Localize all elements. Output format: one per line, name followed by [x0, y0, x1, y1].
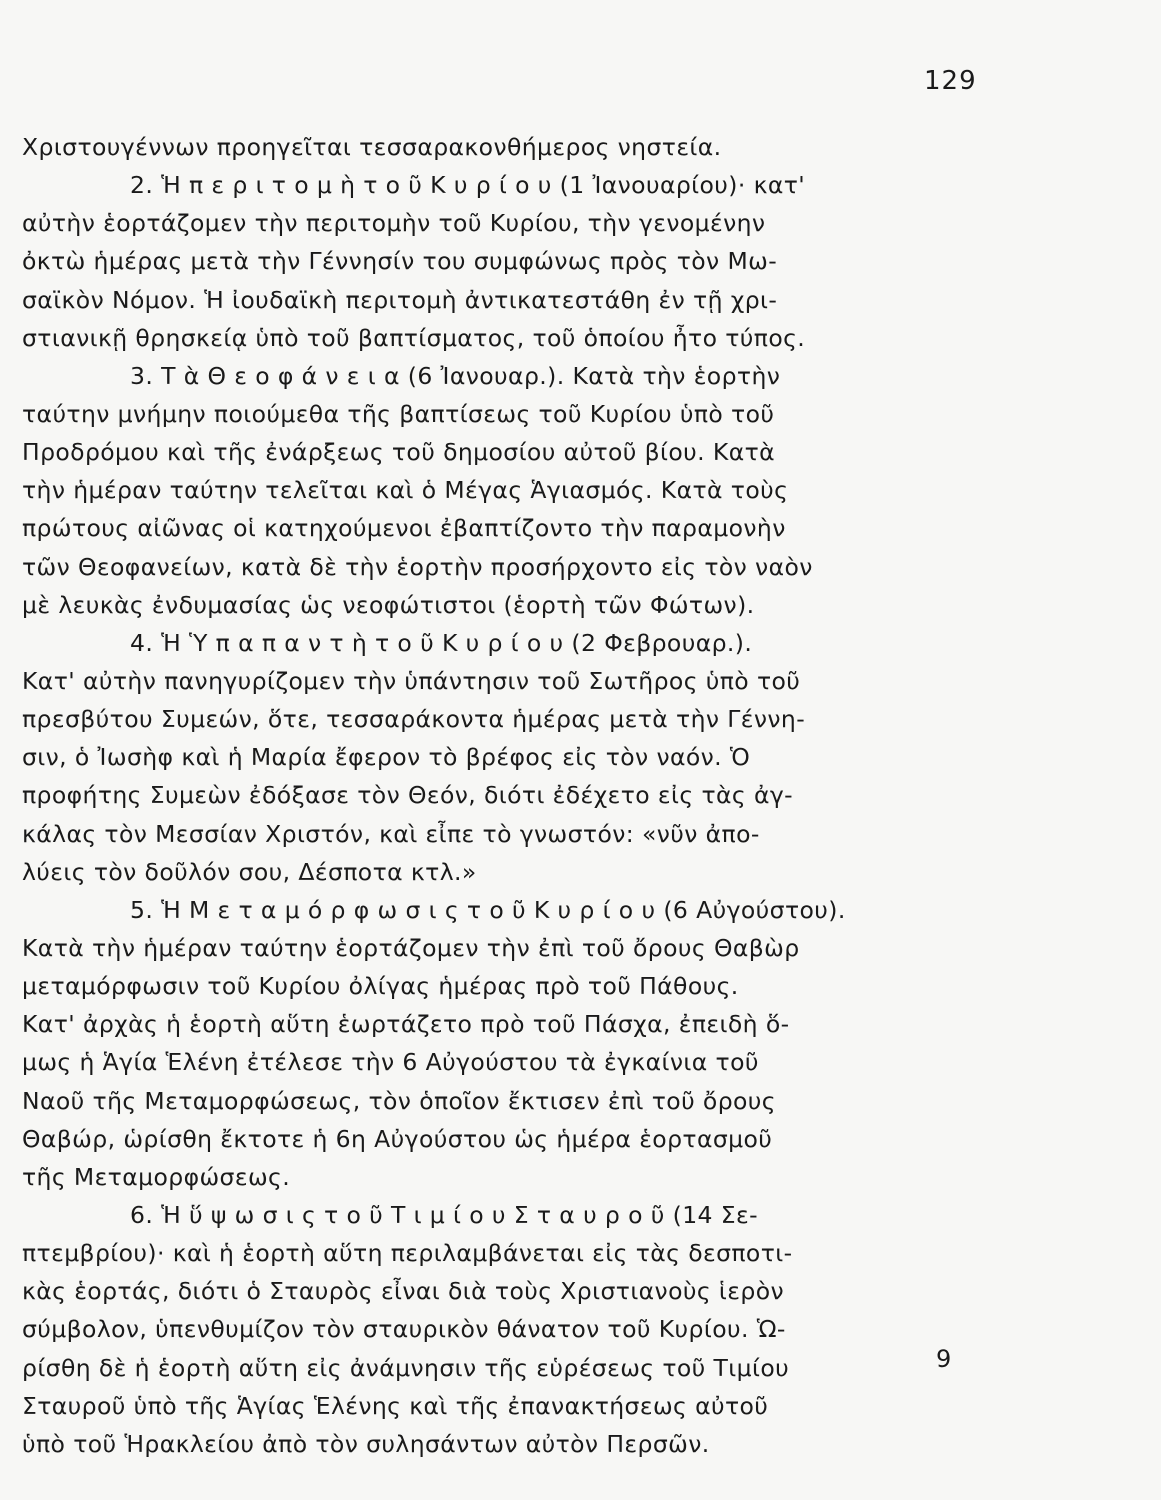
- text-line: πρεσβύτου Συμεών, ὅτε, τεσσαράκοντα ἡμέρας μετὰ τὴν Γέννη-: [22, 705, 806, 734]
- text-line: αὐτὴν ἑορτάζομεν τὴν περιτομὴν τοῦ Κυρίου, τὴν γενομένην: [22, 209, 766, 238]
- text-line: σαϊκὸν Νόμον. Ἡ ἰουδαϊκὴ περιτομὴ ἀντικατεστάθη ἐν τῇ χρι-: [22, 285, 778, 314]
- body-text: [22, 128, 982, 1463]
- text-line: πτεμβρίου)· καὶ ἡ ἑορτὴ αὕτη περιλαμβάνεται εἰς τὰς δεσποτι-: [22, 1239, 793, 1268]
- text-line: Σταυροῦ ὑπὸ τῆς Ἁγίας Ἑλένης καὶ τῆς ἐπανακτήσεως αὐτοῦ: [22, 1391, 769, 1420]
- text-line: Προδρόμου καὶ τῆς ἐνάρξεως τοῦ δημοσίου αὐτοῦ βίου. Κατὰ: [22, 438, 776, 467]
- text-line: σύμβολον, ὑπενθυμίζον τὸν σταυρικὸν θάνατον τοῦ Κυρίου. Ὡ-: [22, 1315, 786, 1344]
- text-line: 6. Ἡ ὕ ψ ω σ ι ς τ ο ῦ Τ ι μ ί ο υ Σ τ α υ ρ ο ῦ (14 Σε-: [130, 1200, 759, 1229]
- text-line: μως ἡ Ἁγία Ἑλένη ἐτέλεσε τὴν 6 Αὐγούστου τὰ ἐγκαίνια τοῦ: [22, 1048, 759, 1077]
- text-line: 5. Ἡ Μ ε τ α μ ό ρ φ ω σ ι ς τ ο ῦ Κ υ ρ ί ο υ (6 Αὐγούστου).: [130, 895, 846, 924]
- text-line: ὑπὸ τοῦ Ἡρακλείου ἀπὸ τὸν συλησάντων αὐτὸν Περσῶν.: [22, 1429, 710, 1458]
- text-line: Χριστουγέννων προηγεῖται τεσσαρακονθήμερος νηστεία.: [22, 133, 722, 161]
- page-number: 129: [924, 66, 977, 96]
- text-line: μεταμόρφωσιν τοῦ Κυρίου ὀλίγας ἡμέρας πρὸ τοῦ Πάθους.: [22, 972, 739, 1001]
- text-line: ὀκτὼ ἡμέρας μετὰ τὴν Γέννησίν του συμφώνως πρὸς τὸν Μω-: [22, 247, 778, 276]
- text-line: σιν, ὁ Ἰωσὴφ καὶ ἡ Μαρία ἔφερον τὸ βρέφος εἰς τὸν ναόν. Ὁ: [22, 743, 751, 772]
- text-line: Θαβώρ, ὡρίσθη ἔκτοτε ἡ 6η Αὐγούστου ὡς ἡμέρα ἑορτασμοῦ: [22, 1124, 773, 1153]
- text-line: πρώτους αἰῶνας οἱ κατηχούμενοι ἐβαπτίζοντο τὴν παραμονὴν: [22, 514, 786, 543]
- text-line: τὴν ἡμέραν ταύτην τελεῖται καὶ ὁ Μέγας Ἁγιασμός. Κατὰ τοὺς: [22, 476, 789, 505]
- text-line: προφήτης Συμεὼν ἐδόξασε τὸν Θεόν, διότι ἐδέχετο εἰς τὰς ἀγ-: [22, 781, 794, 810]
- text-line: λύεις τὸν δοῦλόν σου, Δέσποτα κτλ.»: [22, 857, 477, 886]
- text-line: Κατὰ τὴν ἡμέραν ταύτην ἑορτάζομεν τὴν ἐπὶ τοῦ ὄρους Θαβὼρ: [22, 933, 800, 962]
- text-line: ταύτην μνήμην ποιούμεθα τῆς βαπτίσεως τοῦ Κυρίου ὑπὸ τοῦ: [22, 399, 775, 428]
- text-line: Ναοῦ τῆς Μεταμορφώσεως, τὸν ὁποῖον ἔκτισεν ἐπὶ τοῦ ὄρους: [22, 1086, 776, 1115]
- signature-mark: 9: [936, 1345, 952, 1373]
- text-line: μὲ λευκὰς ἐνδυμασίας ὡς νεοφώτιστοι (ἑορτὴ τῶν Φώτων).: [22, 590, 755, 619]
- text-line: κάλας τὸν Μεσσίαν Χριστόν, καὶ εἶπε τὸ γνωστόν: «νῦν ἀπο-: [22, 819, 760, 848]
- text-line: τῆς Μεταμορφώσεως.: [22, 1162, 291, 1191]
- text-line: 2. Ἡ π ε ρ ι τ ο μ ὴ τ ο ῦ Κ υ ρ ί ο υ (1 Ἰανουαρίου)· κατ': [130, 171, 806, 200]
- text-line: Κατ' αὐτὴν πανηγυρίζομεν τὴν ὑπάντησιν τοῦ Σωτῆρος ὑπὸ τοῦ: [22, 666, 801, 695]
- text-line: Κατ' ἀρχὰς ἡ ἑορτὴ αὕτη ἑωρτάζετο πρὸ τοῦ Πάσχα, ἐπειδὴ ὅ-: [22, 1010, 790, 1039]
- text-line: 3. Τ ὰ Θ ε ο φ ά ν ε ι α (6 Ἰανουαρ.). Κατὰ τὴν ἑορτὴν: [130, 361, 781, 390]
- text-line: τῶν Θεοφανείων, κατὰ δὲ τὴν ἑορτὴν προσήρχοντο εἰς τὸν ναὸν: [22, 552, 813, 581]
- text-line: κὰς ἑορτάς, διότι ὁ Σταυρὸς εἶναι διὰ τοὺς Χριστιανοὺς ἱερὸν: [22, 1277, 785, 1306]
- text-line: ρίσθη δὲ ἡ ἑορτὴ αὕτη εἰς ἀνάμνησιν τῆς εὑρέσεως τοῦ Τιμίου: [22, 1353, 790, 1382]
- text-line: στιανικῇ θρησκείᾳ ὑπὸ τοῦ βαπτίσματος, τοῦ ὁποίου ἦτο τύπος.: [22, 323, 806, 352]
- text-line: 4. Ἡ Ὑ π α π α ν τ ὴ τ ο ῦ Κ υ ρ ί ο υ (2 Φεβρουαρ.).: [130, 628, 753, 657]
